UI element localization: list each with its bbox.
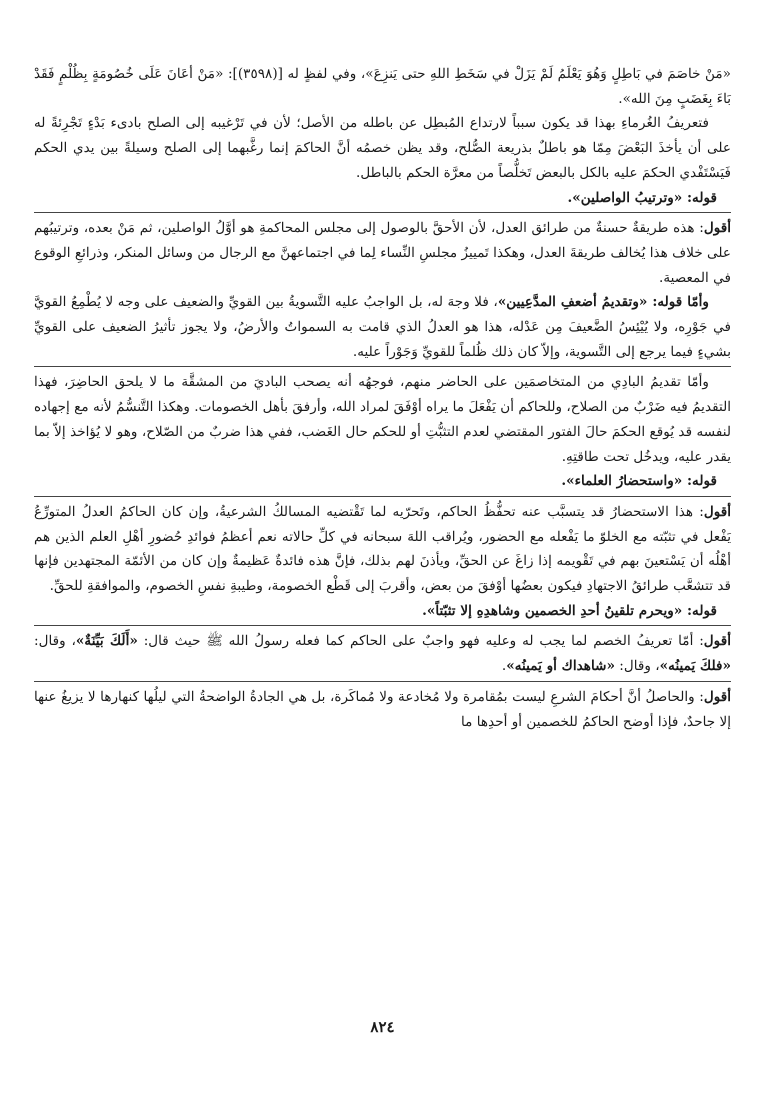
heading-lead: قوله: bbox=[682, 602, 717, 619]
answer-paragraph bbox=[34, 216, 731, 290]
answer-lead: أقول bbox=[703, 503, 731, 520]
paragraph-quote: «وتقديمُ أضعفِ المدَّعِيين» bbox=[497, 294, 648, 311]
answer-body: : أمّا تعريفُ الخصم لما يجب له وعليه فهو واجبٌ على الحاكم كما فعله رسولُ الله ﷺ حيث قال: bbox=[137, 633, 704, 650]
section-rule bbox=[34, 625, 731, 626]
hadith-quote: «أَلَكَ بَيِّنَةٌ» bbox=[75, 633, 138, 650]
hadith-quote: «فلكَ يَمينُه» bbox=[659, 658, 731, 675]
quote-heading bbox=[34, 186, 731, 211]
answer-paragraph bbox=[34, 629, 731, 678]
section-rule bbox=[34, 496, 731, 497]
heading-quote: «واستحضارُ العلماء». bbox=[561, 473, 683, 490]
section-rule bbox=[34, 212, 731, 213]
answer-body: : هذا الاستحضارُ قد يتسبَّب عنه تحفُّظُ الحاكم، وتَحرّيه لما تَقْتضيه المسالكُ الشرعيةُ، وإن كان الحاكمُ العدلُ المتورِّعُ يَفْعل في تثبّته مع الخلوّ ما يَفْعله مع الحضور، ويُراقب اللهَ سبحانه في كلِّ حالاته نعم أعظمُ فوائدِ حُضورِ أهْلِ العلم الذين هم أهْلُه أن يَسْتعينَ بهم في تَقْويمه إذا زاغَ عن الحقِّ، ويأذنَ لهم بذلك، فإنَّ هذه فائدةٌ عَظيمةٌ وإن كان من الأئمّة المجتهدين فإنها قد تتشعَّب طرائقُ الاجتهادِ فيكون بعضُها أوْفقَ من بعض، وأقربَ إلى قَطْع الخصومة، وطيبةِ نفسِ الخصوم، والموافقةِ للحقِّ. bbox=[34, 503, 731, 595]
heading-lead: قوله: bbox=[682, 189, 717, 206]
heading-quote: «ويحرم تلقينُ أحدِ الخصمين وشاهدِهِ إلا تثبّتاً». bbox=[422, 602, 683, 619]
book-page bbox=[34, 62, 731, 734]
separator-text: ، وقال: bbox=[34, 633, 76, 650]
answer-body: : هذه طريقةٌ حسنةٌ من طرائق العدل، لأن الأحقَّ بالوصول إلى مجلس المحاكمةِ هو أوَّلُ الواصلين، ثم مَنْ بعده، وترتيبُهم على خلاف هذا يُخالف طريقةَ العدل، وهكذا تَمييزُ مجلسِ النِّساء لِما في اجتماعهنَّ مع الرجال من وسائل المنكر، وذرائعِ الوقوع في المعصية. bbox=[34, 220, 731, 286]
end-punctuation: . bbox=[501, 658, 507, 675]
quote-heading bbox=[34, 599, 731, 624]
commentary-paragraph: فتعريفُ الغُرماءِ بهذا قد يكون سبباً لارتداع المُبطِل عن باطله من الأصل؛ لأن في تَرْغيبه إلى الصلح بادىء بَدْءٍ تَجْرِئةً له على أن يأخذَ البَعْضَ مِمّا هو باطلٌ بذريعة الصُّلح، وقد يظن خصمُه أنَّ الحاكمَ إنما رغَّبهما إلى الصلح وسيلةً بين يدي الحكم فَيَسْتَفْدي الحكمَ عليه بالكل بالبعض تَخلُّصاً من معرَّة الحكم بالباطل. bbox=[34, 115, 731, 181]
answer-lead: أقول bbox=[703, 633, 731, 650]
section-rule bbox=[34, 366, 731, 367]
paragraph-lead: وأمّا قوله: bbox=[647, 294, 709, 311]
answer-body: : والحاصلُ أنَّ أحكامَ الشرعِ ليست بمُقامرة ولا مُخادعة ولا مُماكَرة، بل هي الجادةُ الواضحةُ التي ليلُها كنهارها لا يزيغُ عنها إلا جاحدٌ، فإذا أوضح الحاكمُ للخصمين أو أحدِها ما bbox=[34, 688, 731, 730]
hadith-quote: «شاهداك أو يَمينُه» bbox=[506, 658, 615, 675]
paragraph-body: ، فلا وجهَ له، بل الواجبُ عليه التَّسويةُ بين القويِّ والضعيف على وجه لا يُطْمِعُ القويَّ في جَوْرِه، ولا يُيْئِسُ الضَّعيفَ مِن عَدْله، هذا هو العدلُ الذي قامت به السمواتُ والأرضُ، ولا يجوز تأثيرُ الضعيف على القويِّ بشيءٍ فيما يرجع إلى التَّسوية، وإلاّ كان ذلك ظُلماً للقويِّ وَجَوْراً عليه. bbox=[34, 294, 731, 360]
page-number: ٨٢٤ bbox=[370, 1018, 395, 1036]
heading-quote: «وترتيبُ الواصلين». bbox=[567, 189, 683, 206]
separator-text: ، وقال: bbox=[614, 658, 660, 675]
hadith-paragraph: «مَنْ خاصَمَ في بَاطِلٍ وَهُوَ يَعْلَمُ لَمْ يَزَلْ في سَخَطِ اللهِ حتى يَنزِعَ»، وفي لفظٍ له [(٣٥٩٨)]: «مَنْ أعَانَ عَلَى خُصُومَةٍ بِظُلْمٍ فَقَدْ بَاءَ بِغَضَبٍ مِنَ الله». bbox=[34, 66, 731, 107]
commentary-paragraph bbox=[34, 290, 731, 364]
answer-lead: أقول bbox=[703, 220, 731, 237]
section-rule bbox=[34, 681, 731, 682]
commentary-paragraph: وأمّا تقديمُ البادِي من المتخاصمَين على الحاضر منهم، فوجهُه أنه يصحب الباديَ من المشقَّة ما لا يلحق الحاضِرَ، فهذا التقديمُ فيه ضَرْبٌ من الصلاح، وللحاكم أن يَفْعَلَ ما يراه أوْفَقَ لمراد الله، وأرفقَ بأهل الخصومات. وهكذا التَّنسُّمُ لأنه مع إجهاده لنفسه قد يُوقع الحكمَ حالَ الفتور المقتضي لعدم التثبُّتِ أو للحكم حال الغَضب، ففي هذا ضربٌ من الصّلاح، وهو لا يُؤاخذ إلاّ بما يقدر عليه، ويدخُل تحت طاقتِهِ. bbox=[34, 374, 731, 465]
answer-paragraph bbox=[34, 500, 731, 599]
answer-paragraph bbox=[34, 685, 731, 734]
answer-lead: أقول bbox=[703, 688, 731, 705]
heading-lead: قوله: bbox=[682, 473, 717, 490]
quote-heading bbox=[34, 469, 731, 494]
